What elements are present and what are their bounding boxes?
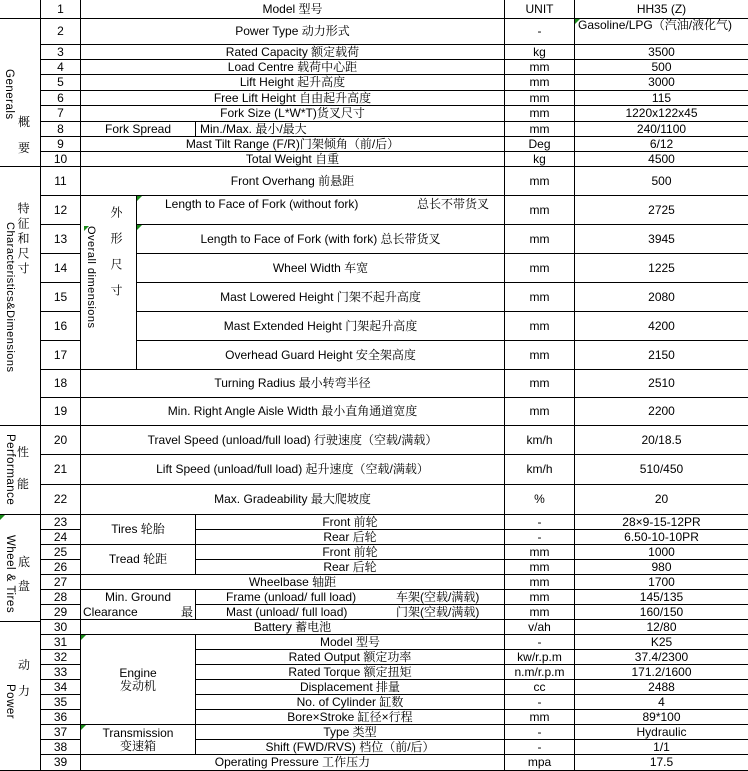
row-28-unit: mm [505, 590, 575, 605]
row-22-no: 22 [41, 485, 81, 515]
row-31-no: 31 [41, 635, 81, 650]
row-7-value: 1220x122x45 [575, 106, 748, 122]
row-12-item [137, 196, 505, 225]
row-32-unit: kw/r.p.m [505, 650, 575, 665]
row-36-unit: mm [505, 710, 575, 725]
clearance-label-2: Clearance [83, 605, 138, 619]
row-16-unit: mm [505, 312, 575, 341]
row-9-value: 6/12 [575, 137, 748, 152]
row-6-item: Free Lift Height 自由起升高度 [81, 91, 505, 106]
row-34-unit: cc [505, 680, 575, 695]
section-dimensions-en: Characteristics&Dimensions [4, 222, 16, 373]
row-14-unit: mm [505, 254, 575, 283]
row-21-no: 21 [41, 455, 81, 485]
corner-cell [0, 0, 41, 19]
row-17-no: 17 [41, 341, 81, 370]
group-clearance [81, 590, 196, 620]
row-39-no: 39 [41, 755, 81, 771]
group-engine [81, 635, 196, 725]
row-24-item: Rear 后轮 [196, 530, 505, 545]
row-21-value: 510/450 [575, 455, 748, 485]
row-19-value: 2200 [575, 398, 748, 426]
group-tires [81, 515, 196, 545]
engine-label-cn: 发动机 [119, 678, 156, 693]
row-18-unit: mm [505, 370, 575, 398]
row-21-item: Lift Speed (unload/full load) 起升速度（空载/满载） [81, 455, 505, 485]
row-39-item: Operating Pressure 工作压力 [81, 755, 505, 771]
section-generals-en: Generals [3, 69, 15, 120]
row-13-unit: mm [505, 225, 575, 254]
row-32-item: Rated Output 额定功率 [196, 650, 505, 665]
row-22-value: 20 [575, 485, 748, 515]
row-8-no: 8 [41, 122, 81, 137]
section-power [0, 622, 41, 771]
row-31-unit: - [505, 635, 575, 650]
row-27-unit: mm [505, 575, 575, 590]
row-28-no: 28 [41, 590, 81, 605]
row-3-no: 3 [41, 45, 81, 60]
row-13-value: 3945 [575, 225, 748, 254]
row-13-no: 13 [41, 225, 81, 254]
row-18-value: 2510 [575, 370, 748, 398]
row-6-value: 115 [575, 91, 748, 106]
row-14-item: Wheel Width 车宽 [137, 254, 505, 283]
row-35-value: 4 [575, 695, 748, 710]
row-22-unit: % [505, 485, 575, 515]
row-34-value: 2488 [575, 680, 748, 695]
row-34-no: 34 [41, 680, 81, 695]
section-performance-en: Performance [4, 434, 16, 506]
row-29-item-cn: 门架(空载/满载) [396, 605, 480, 619]
row-12-unit: mm [505, 196, 575, 225]
transmission-label-en: Transmission [102, 725, 174, 740]
engine-label-en: Engine [119, 665, 157, 680]
fork-spread-label: Fork Spread [104, 122, 172, 136]
row-36-no: 36 [41, 710, 81, 725]
row-23-unit: - [505, 515, 575, 530]
row-35-unit: - [505, 695, 575, 710]
tires-label: Tires 轮胎 [111, 522, 165, 536]
row-18-item: Turning Radius 最小转弯半径 [81, 370, 505, 398]
row-29-value: 160/150 [575, 605, 748, 620]
row-3-unit: kg [505, 45, 575, 60]
section-performance-cn2: 能 [17, 477, 30, 491]
row-12-no: 12 [41, 196, 81, 225]
row-23-item: Front 前轮 [196, 515, 505, 530]
row-26-no: 26 [41, 560, 81, 575]
row-31-item: Model 型号 [196, 635, 505, 650]
row-38-item: Shift (FWD/RVS) 档位（前/后） [196, 740, 505, 755]
row-18-no: 18 [41, 370, 81, 398]
row-4-item: Load Centre 载荷中心距 [81, 60, 505, 75]
section-power-cn2: 力 [18, 684, 31, 698]
row-14-value: 1225 [575, 254, 748, 283]
clearance-label-cn: 最 [181, 605, 194, 619]
row-4-value: 500 [575, 60, 748, 75]
row-8-unit: mm [505, 122, 575, 137]
row-6-unit: mm [505, 91, 575, 106]
row-2-unit: - [505, 19, 575, 45]
row-19-no: 19 [41, 398, 81, 426]
group-overall-dimensions [81, 196, 137, 370]
row-23-no: 23 [41, 515, 81, 530]
row-25-unit: mm [505, 545, 575, 560]
row-28-item [196, 590, 505, 605]
row-2-value: Gasoline/LPG（汽油/液化气) [575, 19, 748, 45]
row-24-value: 6.50-10-10PR [575, 530, 748, 545]
row-15-item: Mast Lowered Height 门架不起升高度 [137, 283, 505, 312]
row-39-unit: mpa [505, 755, 575, 771]
row-14-no: 14 [41, 254, 81, 283]
row-35-item: No. of Cylinder 缸数 [196, 695, 505, 710]
row-19-unit: mm [505, 398, 575, 426]
section-performance-cn1: 性 [17, 445, 30, 459]
section-performance [0, 426, 41, 515]
row-38-no: 38 [41, 740, 81, 755]
row-32-no: 32 [41, 650, 81, 665]
row-7-item: Fork Size (L*W*T)货叉尺寸 [81, 106, 505, 122]
row-12-item-en: Length to Face of Fork (without fork) [165, 197, 359, 211]
overall-dimensions-cn: 外形尺寸 [109, 206, 123, 310]
row-30-unit: v/ah [505, 620, 575, 635]
row-9-no: 9 [41, 137, 81, 152]
row-20-item: Travel Speed (unload/full load) 行驶速度（空载/满载） [81, 426, 505, 455]
row-10-no: 10 [41, 152, 81, 167]
row-25-no: 25 [41, 545, 81, 560]
row-38-value: 1/1 [575, 740, 748, 755]
row-28-item-cn: 车架(空载/满载) [396, 590, 480, 604]
row-19-item: Min. Right Angle Aisle Width 最小直角通道宽度 [81, 398, 505, 426]
row-37-unit: - [505, 725, 575, 740]
row-35-no: 35 [41, 695, 81, 710]
row-37-value: Hydraulic [575, 725, 748, 740]
clearance-label-1: Min. Ground [105, 590, 172, 604]
row-29-no: 29 [41, 605, 81, 620]
row-32-value: 37.4/2300 [575, 650, 748, 665]
row-5-item: Lift Height 起升高度 [81, 75, 505, 91]
row-4-no: 4 [41, 60, 81, 75]
section-wheel-en: Wheel & Tires [4, 535, 16, 614]
row-17-unit: mm [505, 341, 575, 370]
row-5-unit: mm [505, 75, 575, 91]
row-10-item: Total Weight 自重 [81, 152, 505, 167]
row-12-item-cn: 总长不带货叉 [417, 197, 490, 211]
row-12-value: 2725 [575, 196, 748, 225]
row-29-item-en: Mast (unload/ full load) [226, 605, 348, 619]
row-10-unit: kg [505, 152, 575, 167]
row-20-unit: km/h [505, 426, 575, 455]
group-tread [81, 545, 196, 575]
row-4-unit: mm [505, 60, 575, 75]
transmission-label-cn: 变速箱 [119, 738, 156, 753]
section-generals-cn1: 概 [18, 115, 31, 129]
row-9-item: Mast Tilt Range (F/R)门架倾角（前/后） [81, 137, 505, 152]
row-7-no: 7 [41, 106, 81, 122]
row-11-value: 500 [575, 167, 748, 196]
section-wheel [0, 515, 41, 622]
row-11-item: Front Overhang 前悬距 [81, 167, 505, 196]
section-power-en: Power [4, 684, 16, 720]
row-26-item: Rear 后轮 [196, 560, 505, 575]
row-1-value: HH35 (Z) [575, 0, 748, 19]
row-22-item: Max. Gradeability 最大爬坡度 [81, 485, 505, 515]
row-30-item: Battery 蓄电池 [81, 620, 505, 635]
section-power-cn1: 动 [18, 658, 31, 672]
row-10-value: 4500 [575, 152, 748, 167]
row-33-no: 33 [41, 665, 81, 680]
row-39-value: 17.5 [575, 755, 748, 771]
section-dimensions [0, 167, 41, 426]
row-15-unit: mm [505, 283, 575, 312]
row-8-value: 240/1100 [575, 122, 748, 137]
row-29-item [196, 605, 505, 620]
section-wheel-cn1: 底 [18, 555, 31, 569]
row-23-value: 28×9-15-12PR [575, 515, 748, 530]
row-9-unit: Deg [505, 137, 575, 152]
row-27-value: 1700 [575, 575, 748, 590]
section-wheel-cn2: 盘 [18, 579, 31, 593]
group-transmission [81, 725, 196, 755]
row-29-unit: mm [505, 605, 575, 620]
row-24-unit: - [505, 530, 575, 545]
row-31-value: K25 [575, 635, 748, 650]
row-16-item: Mast Extended Height 门架起升高度 [137, 312, 505, 341]
row-30-no: 30 [41, 620, 81, 635]
row-38-unit: - [505, 740, 575, 755]
row-3-item: Rated Capacity 额定载荷 [81, 45, 505, 60]
group-fork-spread [81, 122, 196, 137]
row-2-item: Power Type 动力形式 [81, 19, 505, 45]
row-25-value: 1000 [575, 545, 748, 560]
row-33-unit: n.m/r.p.m [505, 665, 575, 680]
row-25-item: Front 前轮 [196, 545, 505, 560]
row-34-item: Displacement 排量 [196, 680, 505, 695]
row-7-unit: mm [505, 106, 575, 122]
row-15-no: 15 [41, 283, 81, 312]
row-17-value: 2150 [575, 341, 748, 370]
row-28-value: 145/135 [575, 590, 748, 605]
row-15-value: 2080 [575, 283, 748, 312]
row-26-unit: mm [505, 560, 575, 575]
row-11-unit: mm [505, 167, 575, 196]
row-17-item: Overhead Guard Height 安全架高度 [137, 341, 505, 370]
row-2-no: 2 [41, 19, 81, 45]
section-generals-cn2: 要 [18, 141, 31, 155]
row-28-item-en: Frame (unload/ full load) [226, 590, 357, 604]
row-24-no: 24 [41, 530, 81, 545]
row-33-value: 171.2/1600 [575, 665, 748, 680]
row-37-no: 37 [41, 725, 81, 740]
row-36-item: Bore×Stroke 缸径×行程 [196, 710, 505, 725]
row-21-unit: km/h [505, 455, 575, 485]
row-8-item: Min./Max. 最小/最大 [196, 122, 505, 137]
row-16-value: 4200 [575, 312, 748, 341]
row-1-item: Model 型号 [81, 0, 505, 19]
row-27-item: Wheelbase 轴距 [81, 575, 505, 590]
section-dimensions-cn: 特征和尺寸 [16, 202, 30, 277]
row-33-item: Rated Torque 额定扭矩 [196, 665, 505, 680]
row-3-value: 3500 [575, 45, 748, 60]
row-5-no: 5 [41, 75, 81, 91]
row-11-no: 11 [41, 167, 81, 196]
row-13-item: Length to Face of Fork (with fork) 总长带货叉 [137, 225, 505, 254]
row-37-item: Type 类型 [196, 725, 505, 740]
row-36-value: 89*100 [575, 710, 748, 725]
overall-dimensions-en: Overall dimensions [85, 226, 97, 329]
tread-label: Tread 轮距 [108, 552, 168, 566]
row-20-value: 20/18.5 [575, 426, 748, 455]
row-26-value: 980 [575, 560, 748, 575]
row-6-no: 6 [41, 91, 81, 106]
row-16-no: 16 [41, 312, 81, 341]
row-27-no: 27 [41, 575, 81, 590]
row-5-value: 3000 [575, 75, 748, 91]
row-1-no: 1 [41, 0, 81, 19]
row-30-value: 12/80 [575, 620, 748, 635]
section-generals [0, 19, 41, 167]
row-20-no: 20 [41, 426, 81, 455]
row-1-unit: UNIT [505, 0, 575, 19]
